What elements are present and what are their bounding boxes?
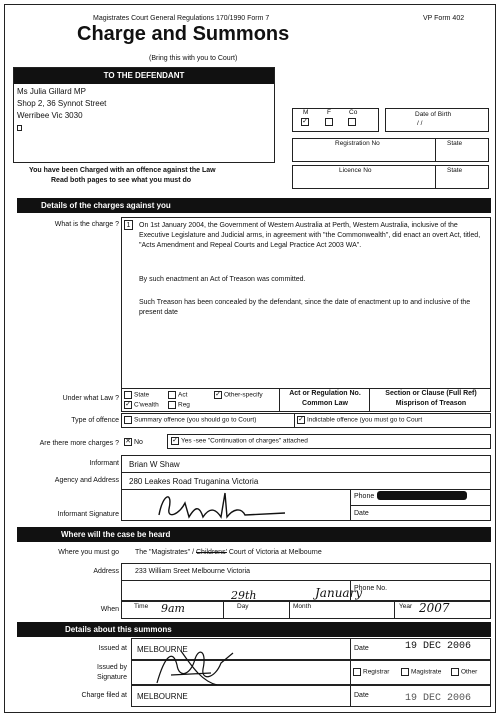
- act-value: Common Law: [302, 400, 348, 407]
- year-label: Year: [399, 603, 413, 610]
- filed-date-label: Date: [354, 692, 369, 699]
- sex-co-checkbox[interactable]: [348, 118, 356, 126]
- sex-co-label: Co: [349, 109, 358, 116]
- form-title: Charge and Summons: [77, 23, 290, 45]
- law-reg-label: Reg: [178, 401, 190, 409]
- filed-at-label: Charge filed at: [81, 692, 127, 699]
- issued-by-label: Issued by: [97, 664, 127, 671]
- defendant-header: TO THE DEFENDANT: [14, 68, 274, 84]
- defendant-name: Ms Julia Gillard MP: [17, 87, 86, 96]
- issuer-signature: [151, 645, 241, 689]
- charge-paragraph-3: Such Treason has been concealed by the defendant, since the date of enactment up to and inclusive of the present date: [139, 299, 471, 316]
- law-cwealth-checkbox[interactable]: ✓: [125, 401, 131, 408]
- agency-value: 280 Leakes Road Truganina Victoria: [129, 477, 259, 486]
- phone-redacted: [377, 491, 467, 500]
- where-value: [135, 549, 322, 556]
- law-cwealth-label: C'wealth: [134, 401, 159, 409]
- month-label: Month: [293, 603, 312, 610]
- informant-signature: [155, 489, 295, 521]
- law-other-checkbox[interactable]: ✓: [215, 391, 221, 398]
- dob-value: / /: [417, 120, 423, 127]
- defendant-address-line1: Shop 2, 36 Synnot Street: [17, 99, 107, 108]
- more-yes-label: Yes -see "Continuation of charges" attached: [181, 437, 308, 445]
- magistrate-checkbox[interactable]: [401, 668, 409, 676]
- registrar-checkbox[interactable]: [353, 668, 361, 676]
- informant-label: Informant: [89, 460, 119, 467]
- summons-header: Details about this summons: [17, 622, 491, 637]
- issued-at-label: Issued at: [98, 645, 127, 652]
- licence-state-label: State: [447, 167, 463, 174]
- sex-m-checkbox[interactable]: ✓: [302, 118, 308, 125]
- charge-number: 1: [124, 220, 133, 230]
- informant-signature-label: Informant Signature: [57, 511, 119, 518]
- sex-f-label: F: [327, 109, 331, 116]
- charge-paragraph-2: By such enactment an Act of Treason was committed.: [139, 276, 306, 283]
- charge-paragraph-1: On 1st January 2004, the Government of Western Australia at Perth, Western Australia, inclusive of the Executive Legislature and Judicial arms, in agreement with "the Commonwealth", did enact an overt Act, titled, "Acts Amendment and Repeal Courts and Legal Practice Act 2003 WA".: [139, 222, 481, 249]
- indictable-offence-label: Indictable offence (you must go to Court: [307, 416, 423, 424]
- law-act-checkbox[interactable]: [168, 391, 176, 399]
- act-header: Act or Regulation No.: [289, 390, 361, 397]
- defendant-address-line2: Werribee Vic 3030: [17, 111, 83, 120]
- registration-state-label: State: [447, 140, 463, 147]
- charge-label: What is the charge ?: [54, 221, 119, 228]
- issued-date-label: Date: [354, 645, 369, 652]
- section-header: Section or Clause (Full Ref): [385, 390, 477, 397]
- dob-label: Date of Birth: [415, 111, 452, 118]
- regulations-line: Magistrates Court General Regulations 170/1990 Form 7: [93, 15, 270, 22]
- month-value: January: [315, 586, 363, 600]
- issued-signature-label: Signature: [97, 674, 127, 681]
- form-number: VP Form 402: [423, 15, 465, 22]
- year-value: 2007: [419, 601, 450, 615]
- hearing-phone-label: Phone No.: [354, 585, 388, 592]
- section-value: Misprison of Treason: [395, 400, 467, 407]
- sex-m-label: M: [303, 109, 309, 116]
- magistrate-label: Magistrate: [411, 668, 442, 676]
- law-act-label: Act: [178, 391, 188, 399]
- law-label: Under what Law ?: [62, 395, 119, 402]
- summary-offence-checkbox[interactable]: [124, 416, 132, 424]
- where-suffix: Court of Victoria at Melbourne: [226, 549, 322, 556]
- issued-date-stamp: 19 DEC 2006: [405, 641, 472, 652]
- address-label: Address: [93, 568, 119, 575]
- day-value: 29th: [231, 589, 257, 602]
- where-label: Where you must go: [58, 549, 119, 556]
- filed-date-stamp: 19 DEC 2006: [405, 693, 472, 704]
- more-no-checkbox[interactable]: ✕: [125, 438, 131, 445]
- form-subtitle: (Bring this with you to Court): [149, 55, 238, 62]
- law-state-checkbox[interactable]: [124, 391, 132, 399]
- more-no-label: No: [134, 438, 143, 446]
- other-checkbox[interactable]: [451, 668, 459, 676]
- notice-line2: Read both pages to see what you must do: [51, 177, 192, 184]
- indictable-offence-checkbox[interactable]: ✓: [298, 416, 304, 423]
- offence-label: Type of offence: [71, 417, 119, 424]
- phone-label: Phone: [354, 493, 375, 500]
- law-state-label: State: [134, 391, 150, 399]
- agency-label: Agency and Address: [54, 477, 119, 484]
- time-value: 9am: [161, 602, 185, 615]
- hearing-header: Where will the case be heard: [17, 527, 491, 542]
- day-label: Day: [237, 603, 249, 610]
- charges-header: Details of the charges against you: [17, 198, 491, 213]
- where-strike: Childrens': [196, 549, 227, 556]
- law-other-label: Other-specify: [224, 391, 263, 399]
- informant-value: Brian W Shaw: [129, 460, 180, 469]
- registrar-label: Registrar: [363, 668, 390, 676]
- notice-line1: You have been Charged with an offence against the Law: [29, 167, 216, 174]
- more-charges-label: Are there more charges ?: [39, 440, 119, 447]
- time-label: Time: [134, 603, 149, 610]
- registration-label: Registration No: [335, 140, 380, 147]
- summary-offence-label: Summary offence (you should go to Court): [134, 416, 257, 424]
- where-prefix: The "Magistrates" /: [135, 549, 196, 556]
- charge-summons-form: [4, 4, 496, 713]
- address-value: 233 William Sreet Melbourne Victoria: [135, 568, 251, 575]
- sex-f-checkbox[interactable]: [325, 118, 333, 126]
- law-reg-checkbox[interactable]: [168, 401, 176, 409]
- small-square-marker: [17, 125, 22, 131]
- more-yes-checkbox[interactable]: ✓: [172, 437, 178, 444]
- informant-date-label: Date: [354, 510, 369, 517]
- when-label: When: [100, 606, 119, 613]
- filed-at-value: MELBOURNE: [137, 692, 188, 701]
- issued-at-value: MELBOURNE: [137, 645, 188, 654]
- licence-label: Licence No: [339, 167, 372, 174]
- other-label: Other: [461, 668, 478, 676]
